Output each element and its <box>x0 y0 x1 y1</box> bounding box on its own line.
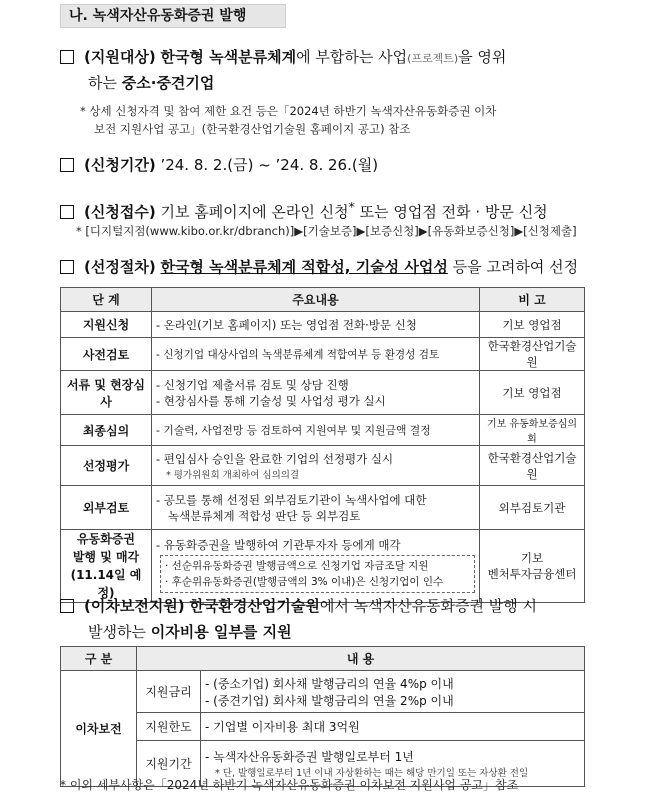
table-row <box>61 530 585 603</box>
stage-cell: 사전검토 <box>61 338 152 371</box>
interest-subsidy-agency: 한국환경산업기술원 <box>189 597 320 615</box>
senior-securities-line: · 선순위유동화증권 발행금액으로 신청기업 자금조달 지원 <box>165 560 429 572</box>
table-row <box>61 446 585 486</box>
interest-subsidy-highlight: 이자비용 일부를 지원 <box>150 623 292 641</box>
content-line: - 녹색자산유동화증권 발행일로부터 1년 <box>205 750 414 764</box>
content-cell: - 신청기업 대상사업의 녹색분류체계 적합여부 등 환경성 검토 <box>152 338 480 371</box>
support-target-label: (지원대상) <box>84 48 156 66</box>
interest-subsidy-line2-text: 발생하는 <box>88 623 146 641</box>
content-line: - 현장심사를 통해 기술성 및 사업성 평가 실시 <box>156 393 386 408</box>
stage-cell <box>61 530 152 603</box>
stage-cell: 최종심의 <box>61 415 152 446</box>
support-target-section <box>60 44 506 72</box>
note-cell: 기보 유동화보증심의회 <box>480 415 585 446</box>
checkbox-square-icon <box>60 50 74 64</box>
note-cell: 한국환경산업기술원 <box>480 338 585 371</box>
support-target-text: 에 부합하는 사업 <box>296 48 408 66</box>
support-target-note-2: 보전 지원사업 공고」(한국환경산업기술원 홈페이지 공고) 참조 <box>94 122 411 136</box>
interest-subsidy-table <box>60 646 585 787</box>
stage-line: 발행 및 매각 <box>72 550 140 564</box>
application-receipt-section <box>60 194 548 225</box>
table-header-stage: 단 계 <box>61 288 152 312</box>
application-receipt-offline: 또는 영업점 전화 · 방문 신청 <box>359 203 548 221</box>
content-footnote: * 단, 발행일로부터 1년 이내 자상환하는 때는 해당 만기일 또는 자상환 전일 <box>215 768 529 779</box>
table-row <box>61 338 585 371</box>
interest-subsidy-section <box>60 593 537 619</box>
note-cell: 한국환경산업기술원 <box>480 446 585 486</box>
content-line: - 유동화증권을 발행하여 기관투자자 등에게 매각 <box>156 538 401 552</box>
securities-detail-box <box>160 555 475 593</box>
selection-process-label: (선정절차) <box>84 258 156 276</box>
content-cell <box>152 446 480 486</box>
content-cell <box>152 486 480 530</box>
table-row <box>61 312 585 338</box>
interest-subsidy-line2 <box>88 619 292 645</box>
support-target-company: 중소·중견기업 <box>121 74 215 92</box>
table-row <box>61 713 585 741</box>
stage-line: 유동화증권 <box>77 532 135 546</box>
stage-cell <box>61 371 152 415</box>
content-line: 녹색분류체계 적합성 판단 등 외부검토 <box>168 508 361 523</box>
content-cell <box>152 371 480 415</box>
stage-text: 서류 및 현장심사 <box>67 377 145 409</box>
application-period-value: ’24. 8. 2.(금) ~ ’24. 8. 26.(월) <box>160 156 379 174</box>
note-line: 기보 <box>520 551 544 565</box>
content-footnote: * 평가위원회 개최하여 심의의결 <box>166 469 300 481</box>
content-line: - 편입심사 승인을 완료한 기업의 선정평가 실시 <box>156 451 394 466</box>
table-row <box>61 415 585 446</box>
interest-subsidy-text: 에서 녹색자산유동화증권 발행 시 <box>319 597 538 615</box>
group-cell: 이차보전 <box>61 671 137 787</box>
support-target-note-1: * 상세 신청자격 및 참여 제한 요건 등은「2024년 하반기 녹색자산유동화증권 이차 <box>80 104 497 118</box>
row-label-cell: 지원금리 <box>137 671 201 713</box>
content-cell: - 기술력, 사업전망 등 검토하여 지원여부 및 지원금액 결정 <box>152 415 480 446</box>
checkbox-square-icon <box>60 260 74 274</box>
selection-criteria: 한국형 녹색분류체계 적합성, 기술성 사업성 <box>160 258 448 276</box>
footer-note: * 이외 세부사항은「2024년 하반기 녹색자산유동화증권 이차보전 지원사업 공고」참조 <box>60 778 519 792</box>
table-row <box>61 486 585 530</box>
support-target-taxonomy: 한국형 녹색분류체계 <box>160 48 297 66</box>
selection-process-section <box>60 254 578 280</box>
selection-process-text: 등을 고려하여 선정 <box>452 258 579 276</box>
application-period-section <box>60 152 378 178</box>
table-header-note: 비 고 <box>480 288 585 312</box>
section-heading: 나. 녹색자산유동화증권 발행 <box>60 4 286 28</box>
checkbox-square-icon <box>60 205 74 219</box>
table-row <box>61 371 585 415</box>
support-target-line2 <box>88 70 214 96</box>
support-target-project: (프로젝트) <box>407 52 459 65</box>
content-line: - 공모를 통해 선정된 외부검토기관이 녹색사업에 대한 <box>156 492 427 507</box>
row-content-cell <box>201 671 585 713</box>
note-cell: 외부검토기관 <box>480 486 585 530</box>
note-cell: 기보 영업점 <box>480 312 585 338</box>
table-row <box>61 671 585 713</box>
content-line: - (중견기업) 회사채 발행금리의 연율 2%p 이내 <box>205 693 454 708</box>
stage-cell: 지원신청 <box>61 312 152 338</box>
checkbox-square-icon <box>60 158 74 172</box>
table-header-details: 내 용 <box>137 647 585 671</box>
content-cell <box>152 530 480 603</box>
support-target-text-end: 을 영위 <box>458 48 507 66</box>
stage-line: (11.14일 예정) <box>70 568 142 600</box>
content-line: - (중소기업) 회사채 발행금리의 연율 4%p 이내 <box>205 676 454 691</box>
note-cell: 기보 영업점 <box>480 371 585 415</box>
table-header-category: 구 분 <box>61 647 137 671</box>
support-target-line2-text: 하는 <box>88 74 117 92</box>
note-cell <box>480 530 585 603</box>
row-label-cell: 지원한도 <box>137 713 201 741</box>
note-line: 벤처투자금융센터 <box>487 567 577 581</box>
application-receipt-note: * [디지털지점(www.kibo.or.kr/dbranch)]▶[기술보증]▶[보증신청]▶[유동화보증신청]▶[신청제출] <box>76 224 577 238</box>
interest-subsidy-label: (이차보전지원) <box>84 597 185 615</box>
table-header-content: 주요내용 <box>152 288 480 312</box>
content-line: - 신청기업 제출서류 검토 및 상담 진행 <box>156 377 349 392</box>
row-content-cell: - 기업별 이자비용 최대 3억원 <box>201 713 585 741</box>
stage-cell: 선정평가 <box>61 446 152 486</box>
content-cell: - 온라인(기보 홈페이지) 또는 영업점 전화·방문 신청 <box>152 312 480 338</box>
stage-cell: 외부검토 <box>61 486 152 530</box>
footnote-mark: * <box>348 199 355 214</box>
row-label-cell: 지원기간 <box>137 741 201 787</box>
application-receipt-label: (신청접수) <box>84 203 156 221</box>
selection-process-table <box>60 287 585 603</box>
checkbox-square-icon <box>60 599 74 613</box>
application-period-label: (신청기간) <box>84 156 156 174</box>
junior-securities-line: · 후순위유동화증권(발행금액의 3% 이내)은 신청기업이 인수 <box>165 576 444 588</box>
application-receipt-online: 기보 홈페이지에 온라인 신청 <box>160 203 349 221</box>
